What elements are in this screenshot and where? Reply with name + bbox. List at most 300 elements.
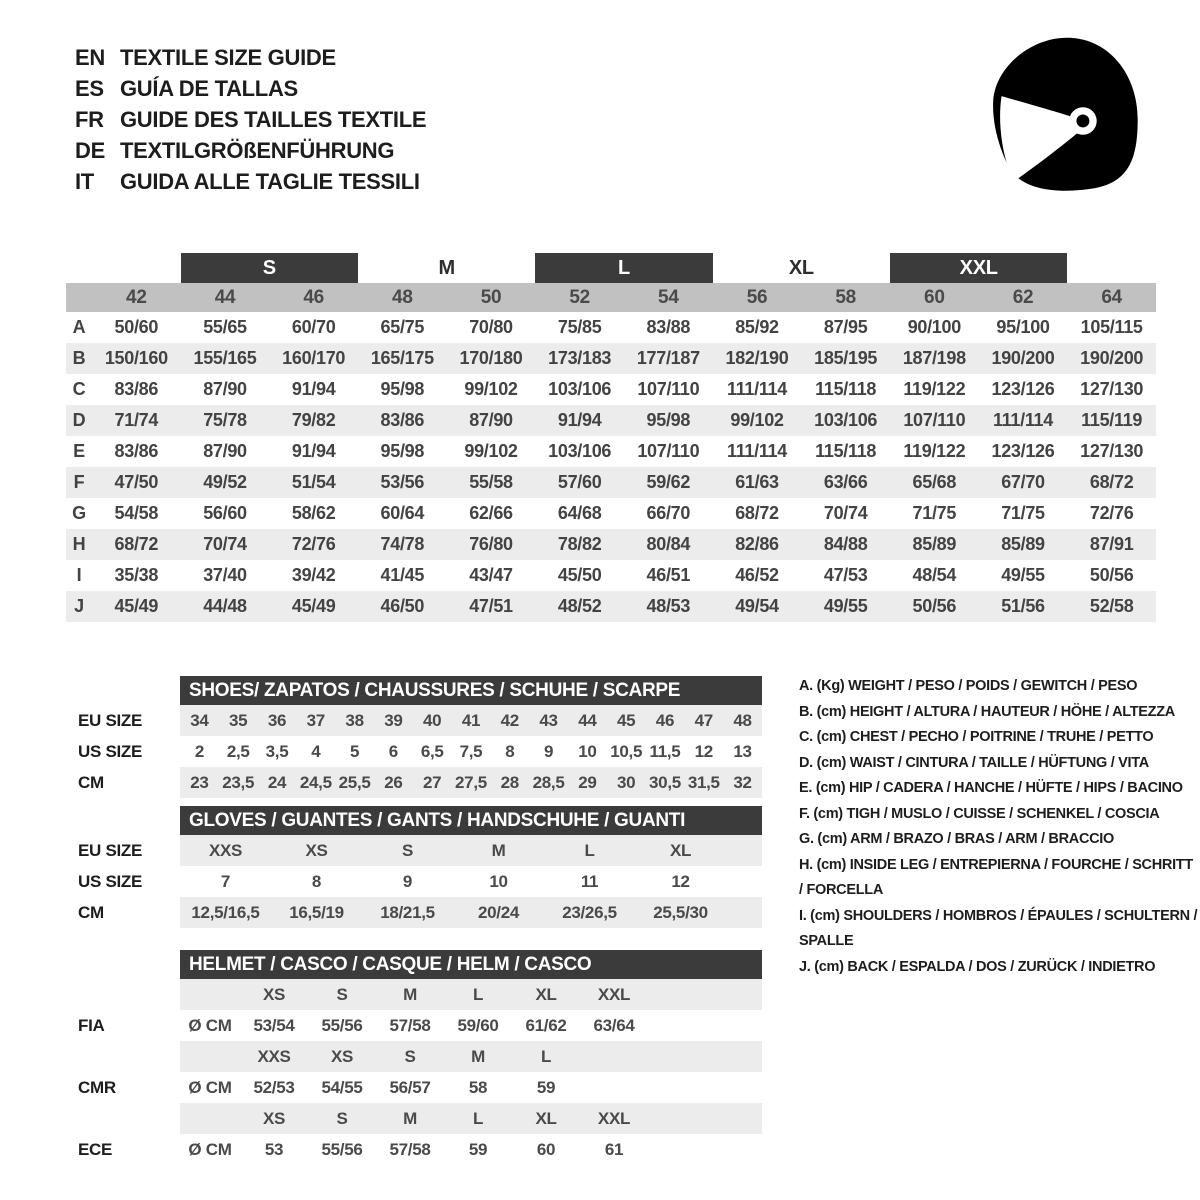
size-value: 177/187 — [636, 348, 700, 368]
size-value: 83/86 — [114, 379, 159, 399]
shoe-size-value: 12 — [694, 742, 713, 761]
size-value: 165/175 — [370, 348, 434, 368]
gloves-row-label: CM — [78, 902, 104, 922]
size-value: 182/190 — [725, 348, 789, 368]
row-letter: D — [72, 410, 86, 430]
size-value: 45/50 — [557, 565, 602, 585]
filler-cell — [648, 1041, 762, 1072]
glove-size-value: M — [453, 835, 544, 866]
size-value: 84/88 — [823, 534, 868, 554]
size-value: 63/66 — [823, 472, 868, 492]
shoe-size-value: 26 — [374, 767, 413, 798]
size-value: 59/62 — [646, 472, 691, 492]
size-value: 50/56 — [1089, 565, 1134, 585]
shoe-size-value: 25,5 — [335, 767, 374, 798]
shoe-size-value: 35 — [219, 705, 258, 736]
size-value: 127/130 — [1080, 441, 1144, 461]
shoe-size-value: 27,5 — [452, 767, 491, 798]
size-value: 74/78 — [380, 534, 425, 554]
size-value: 47/53 — [823, 565, 868, 585]
legend-entry: A. (Kg) WEIGHT / PESO / POIDS / GEWITCH / PESO — [799, 678, 1138, 694]
size-value: 48/52 — [557, 596, 602, 616]
helmet-size-label: XL — [512, 1103, 580, 1134]
helmet-size-label: S — [308, 979, 376, 1010]
size-value: 49/55 — [823, 596, 868, 616]
size-value: 150/160 — [104, 348, 168, 368]
size-value: 49/52 — [203, 472, 247, 492]
size-value: 70/74 — [203, 534, 247, 554]
shoe-size-value: 3,5 — [265, 742, 289, 761]
gloves-row — [66, 897, 762, 928]
gloves-row — [66, 866, 762, 897]
glove-size-value: 25,5/30 — [635, 897, 726, 928]
glove-size-value: XS — [271, 835, 362, 866]
helmet-size-value: 59 — [536, 1078, 556, 1097]
size-value: 87/90 — [469, 410, 513, 430]
size-value: 68/72 — [735, 503, 779, 523]
filler-cell — [648, 979, 762, 1010]
size-value: 67/70 — [1001, 472, 1045, 492]
size-value: 58/62 — [291, 503, 336, 523]
shoe-size-value: 29 — [568, 767, 607, 798]
size-group-m: M — [438, 256, 455, 279]
helmet-size-label — [580, 1041, 648, 1072]
helmet-size-value: 56/57 — [389, 1078, 431, 1097]
size-value: 91/94 — [557, 410, 602, 430]
helmet-size-label: XS — [308, 1041, 376, 1072]
size-value: 68/72 — [1089, 472, 1134, 492]
size-value: 45/49 — [114, 596, 159, 616]
helmet-size-label: XS — [240, 979, 308, 1010]
helmet-size-value: 58 — [468, 1078, 488, 1097]
shoe-size-value: 48 — [723, 705, 762, 736]
size-value: 45/49 — [291, 596, 336, 616]
legend-entry: G. (cm) ARM / BRAZO / BRAS / ARM / BRACCIO — [799, 831, 1114, 847]
size-value: 119/122 — [903, 379, 966, 399]
glove-size-value: 18/21,5 — [362, 897, 453, 928]
size-value: 72/76 — [1089, 503, 1134, 523]
size-number: 64 — [1101, 286, 1122, 308]
legend-entry: E. (cm) HIP / CADERA / HANCHE / HÜFTE / HIPS / BACINO — [799, 780, 1183, 796]
helmet-sizes-row — [66, 979, 762, 1010]
size-value: 48/54 — [912, 565, 957, 585]
shoe-size-value: 4 — [311, 742, 321, 761]
size-value: 51/56 — [1001, 596, 1045, 616]
row-letter: F — [73, 472, 85, 492]
helmet-size-label: XXL — [580, 979, 648, 1010]
size-value: 190/200 — [991, 348, 1055, 368]
glove-size-value: XL — [635, 835, 726, 866]
size-value: 65/68 — [912, 472, 957, 492]
size-value: 127/130 — [1080, 379, 1144, 399]
size-value: 103/106 — [548, 379, 612, 399]
size-value: 39/42 — [291, 565, 336, 585]
size-group-xxl: XXL — [890, 253, 1067, 283]
guide-title: GUIDE DES TAILLES TEXTILE — [120, 107, 427, 132]
language-row — [75, 42, 426, 73]
glove-size-value: 8 — [311, 872, 322, 891]
spacer-cell — [180, 1103, 240, 1134]
size-value: 46/52 — [735, 565, 779, 585]
shoe-size-value: 23,5 — [219, 767, 258, 798]
size-value: 46/51 — [646, 565, 691, 585]
language-code: EN — [75, 45, 105, 70]
helmet-size-value: 52/53 — [253, 1078, 295, 1097]
helmet-size-value: 55/56 — [321, 1016, 363, 1035]
helmet-values-row — [66, 1134, 762, 1165]
gloves-row — [66, 835, 762, 866]
size-value: 70/80 — [469, 317, 513, 337]
helmet-size-label: XS — [240, 1103, 308, 1134]
gloves-title-bar: GLOVES / GUANTES / GANTS / HANDSCHUHE / GUANTI — [180, 806, 762, 835]
glove-size-value: 23/26,5 — [544, 897, 635, 928]
size-value: 83/86 — [380, 410, 425, 430]
legend-entry: H. (cm) INSIDE LEG / ENTREPIERNA / FOURCHE / SCHRITT / FORCELLA — [799, 856, 1193, 898]
helmet-size-value: 53/54 — [253, 1016, 295, 1035]
size-value: 99/102 — [730, 410, 784, 430]
size-value: 46/50 — [380, 596, 425, 616]
helmet-size-label: L — [444, 1103, 512, 1134]
size-number: 46 — [303, 286, 324, 308]
gloves-row-label: EU SIZE — [78, 840, 143, 860]
measurement-row-j — [66, 591, 1156, 622]
shoe-size-value: 39 — [374, 705, 413, 736]
legend-entry: F. (cm) TIGH / MUSLO / CUISSE / SCHENKEL / COSCIA — [799, 805, 1160, 822]
size-number: 52 — [569, 286, 590, 308]
diameter-unit: Ø CM — [188, 1016, 232, 1035]
row-letter: A — [72, 317, 86, 337]
size-value: 71/75 — [912, 503, 957, 523]
size-number: 62 — [1012, 286, 1034, 308]
size-value: 82/86 — [735, 534, 779, 554]
guide-title: TEXTILE SIZE GUIDE — [120, 45, 336, 70]
filler-cell — [726, 897, 762, 928]
size-value: 54/58 — [114, 503, 159, 523]
shoe-size-value: 23 — [180, 767, 219, 798]
shoe-size-value: 24 — [258, 767, 297, 798]
size-value: 95/98 — [380, 379, 425, 399]
shoe-size-value: 6,5 — [420, 742, 444, 761]
shoe-size-value: 44 — [568, 705, 607, 736]
shoe-size-value: 38 — [335, 705, 374, 736]
shoe-size-value: 30,5 — [646, 767, 685, 798]
language-row — [75, 135, 426, 166]
shoes-row-label: EU SIZE — [78, 710, 143, 730]
size-value: 111/114 — [726, 379, 787, 399]
size-value: 60/70 — [291, 317, 336, 337]
size-value: 50/56 — [912, 596, 957, 616]
glove-size-value: XXS — [180, 835, 271, 866]
size-value: 87/95 — [823, 317, 868, 337]
legend-entry: D. (cm) WAIST / CINTURA / TAILLE / HÜFTUNG / VITA — [799, 754, 1149, 771]
helmet-size-label: L — [512, 1041, 580, 1072]
shoe-size-value: 9 — [543, 742, 554, 761]
size-value: 87/90 — [203, 379, 247, 399]
size-value: 107/110 — [637, 441, 700, 461]
shoes-size-table — [66, 676, 762, 798]
size-number: 58 — [835, 286, 856, 308]
helmet-size-label: S — [376, 1041, 444, 1072]
helmet-size-value: 63/64 — [593, 1016, 635, 1035]
shoe-size-value: 46 — [646, 705, 685, 736]
language-row — [75, 166, 426, 197]
size-value: 111/114 — [992, 410, 1053, 430]
measurement-legend — [799, 674, 1199, 980]
helmet-values-row — [66, 1010, 762, 1041]
textile-size-table — [66, 253, 1156, 622]
guide-title: GUIDA ALLE TAGLIE TESSILI — [120, 169, 420, 194]
glove-size-value: 20/24 — [453, 897, 544, 928]
size-value: 119/122 — [903, 441, 966, 461]
helmet-size-value: 54/55 — [321, 1078, 363, 1097]
size-value: 187/198 — [902, 348, 966, 368]
legend-entry: I. (cm) SHOULDERS / HOMBROS / ÉPAULES / SCHULTERN / SPALLE — [799, 907, 1198, 949]
glove-size-value: 7 — [220, 872, 231, 891]
size-value: 48/53 — [646, 596, 691, 616]
size-value: 87/90 — [203, 441, 247, 461]
diameter-unit: Ø CM — [188, 1140, 232, 1159]
size-value: 51/54 — [291, 472, 336, 492]
size-value: 85/89 — [1001, 534, 1045, 554]
shoe-size-value: 37 — [296, 705, 335, 736]
size-value: 160/170 — [282, 348, 346, 368]
shoe-size-value: 24,5 — [296, 767, 335, 798]
shoe-size-value: 11,5 — [649, 742, 681, 761]
row-letter: H — [72, 534, 86, 554]
size-value: 47/50 — [114, 472, 159, 492]
shoe-size-value: 31,5 — [684, 767, 723, 798]
measurement-row-e — [66, 436, 1156, 467]
size-value: 103/106 — [548, 441, 612, 461]
glove-size-value: 16,5/19 — [271, 897, 362, 928]
size-value: 49/55 — [1001, 565, 1045, 585]
helmet-size-value: 57/58 — [389, 1016, 431, 1035]
size-value: 65/75 — [380, 317, 425, 337]
helmet-size-value: 61 — [604, 1140, 624, 1159]
filler-cell — [648, 1103, 762, 1134]
shoe-size-value: 13 — [733, 742, 752, 761]
size-value: 95/98 — [380, 441, 425, 461]
language-title-list — [75, 42, 426, 197]
size-value: 99/102 — [464, 379, 518, 399]
shoe-size-value: 2,5 — [226, 742, 250, 761]
measurement-row-d — [66, 405, 1156, 436]
size-value: 57/60 — [557, 472, 602, 492]
language-row — [75, 104, 426, 135]
shoe-size-value: 27 — [413, 767, 452, 798]
size-value: 115/118 — [815, 379, 877, 399]
size-value: 52/58 — [1089, 596, 1134, 616]
shoe-size-value: 45 — [607, 705, 646, 736]
helmet-size-label: XXL — [580, 1103, 648, 1134]
legend-entry: J. (cm) BACK / ESPALDA / DOS / ZURÜCK / INDIETRO — [799, 958, 1156, 975]
filler-cell — [648, 1134, 762, 1165]
size-value: 87/91 — [1089, 534, 1134, 554]
size-value: 85/89 — [912, 534, 957, 554]
guide-title: TEXTILGRÖßENFÜHRUNG — [120, 138, 395, 163]
size-value: 72/76 — [291, 534, 336, 554]
shoes-row — [66, 705, 762, 736]
size-value: 173/183 — [548, 348, 612, 368]
gloves-row-label: US SIZE — [78, 871, 143, 891]
helmet-size-value: 55/56 — [321, 1140, 363, 1159]
size-value: 78/82 — [557, 534, 602, 554]
measurement-row-a — [66, 312, 1156, 343]
helmet-size-label: XL — [512, 979, 580, 1010]
size-value: 79/82 — [291, 410, 336, 430]
size-value: 111/114 — [726, 441, 787, 461]
helmet-sizes-row — [66, 1103, 762, 1134]
helmet-size-value: 59/60 — [457, 1016, 499, 1035]
language-row — [75, 73, 426, 104]
helmet-size-value: 53 — [264, 1140, 284, 1159]
helmet-size-value — [580, 1072, 648, 1103]
shoe-size-value: 8 — [505, 742, 515, 761]
size-value: 80/84 — [646, 534, 691, 554]
shoe-size-value: 40 — [413, 705, 452, 736]
shoe-size-value: 47 — [684, 705, 723, 736]
shoe-size-value: 7,5 — [459, 742, 483, 761]
language-code: FR — [75, 107, 104, 132]
measurement-row-f — [66, 467, 1156, 498]
size-value: 44/48 — [203, 596, 247, 616]
size-value: 49/54 — [735, 596, 779, 616]
shoe-size-value: 10 — [578, 742, 597, 761]
filler-cell — [726, 866, 762, 897]
size-value: 95/98 — [646, 410, 691, 430]
size-value: 83/86 — [114, 441, 159, 461]
size-value: 61/63 — [735, 472, 779, 492]
glove-size-value: S — [362, 835, 453, 866]
shoe-size-value: 28,5 — [529, 767, 568, 798]
size-value: 71/74 — [114, 410, 159, 430]
helmet-title-bar: HELMET / CASCO / CASQUE / HELM / CASCO — [180, 950, 762, 979]
size-number: 50 — [480, 286, 502, 308]
helmet-size-label: M — [444, 1041, 512, 1072]
glove-size-value: L — [544, 835, 635, 866]
size-value: 170/180 — [459, 348, 523, 368]
shoe-size-value: 32 — [723, 767, 762, 798]
helmet-size-value: 61/62 — [525, 1016, 567, 1035]
size-value: 105/115 — [1080, 317, 1143, 337]
size-value: 76/80 — [469, 534, 513, 554]
size-value: 43/47 — [469, 565, 513, 585]
shoe-size-value: 30 — [607, 767, 646, 798]
size-value: 50/60 — [114, 317, 159, 337]
row-letter: E — [73, 441, 85, 461]
size-value: 55/65 — [203, 317, 247, 337]
glove-size-value: 10 — [489, 872, 508, 891]
glove-size-value: 9 — [402, 872, 413, 891]
size-value: 68/72 — [114, 534, 159, 554]
shoe-size-value: 28 — [490, 767, 529, 798]
size-value: 107/110 — [637, 379, 700, 399]
size-value: 47/51 — [469, 596, 513, 616]
size-value: 185/195 — [814, 348, 878, 368]
size-value: 75/85 — [557, 317, 602, 337]
size-value: 85/92 — [735, 317, 779, 337]
size-value: 55/58 — [469, 472, 513, 492]
size-number: 44 — [214, 286, 236, 308]
size-value: 123/126 — [991, 441, 1055, 461]
size-value: 107/110 — [903, 410, 966, 430]
size-value: 60/64 — [380, 503, 425, 523]
measurement-row-h — [66, 529, 1156, 560]
size-number: 48 — [392, 286, 413, 308]
helmet-values-row — [66, 1072, 762, 1103]
row-letter: B — [72, 348, 86, 368]
size-value: 155/165 — [193, 348, 257, 368]
size-value: 95/100 — [996, 317, 1050, 337]
shoes-row — [66, 767, 762, 798]
diameter-unit: Ø CM — [188, 1078, 232, 1097]
shoe-size-value: 41 — [452, 705, 491, 736]
shoe-size-value: 43 — [529, 705, 568, 736]
glove-size-value: 12,5/16,5 — [180, 897, 271, 928]
size-number: 56 — [746, 286, 768, 308]
shoes-row-label: US SIZE — [78, 741, 143, 761]
helmet-size-value: 60 — [536, 1140, 556, 1159]
size-value: 115/119 — [1081, 410, 1143, 430]
shoes-title-bar: SHOES/ ZAPATOS / CHAUSSURES / SCHUHE / SCARPE — [180, 676, 762, 705]
size-value: 66/70 — [646, 503, 691, 523]
helmet-sizes-row — [66, 1041, 762, 1072]
size-value: 91/94 — [291, 441, 336, 461]
size-value: 37/40 — [203, 565, 247, 585]
standard-label-fia: FIA — [78, 1015, 105, 1035]
helmet-size-label: S — [308, 1103, 376, 1134]
size-value: 56/60 — [203, 503, 247, 523]
size-value: 99/102 — [464, 441, 518, 461]
language-code: IT — [75, 169, 94, 194]
shoe-size-value: 5 — [350, 742, 360, 761]
size-value: 90/100 — [907, 317, 961, 337]
size-number-row — [66, 283, 1156, 312]
row-letter: I — [76, 565, 82, 585]
gloves-size-table — [66, 806, 762, 928]
size-value: 83/88 — [646, 317, 691, 337]
filler-cell — [726, 835, 762, 866]
language-code: DE — [75, 138, 105, 163]
size-group-xl: XL — [788, 256, 814, 279]
shoe-size-value: 6 — [388, 742, 398, 761]
row-letter: C — [72, 379, 86, 399]
standard-label-cmr: CMR — [78, 1077, 116, 1097]
size-value: 70/74 — [823, 503, 868, 523]
helmet-size-label: M — [376, 1103, 444, 1134]
measurement-row-g — [66, 498, 1156, 529]
helmet-size-table — [66, 950, 762, 1165]
filler-cell — [648, 1010, 762, 1041]
size-number: 54 — [658, 286, 679, 308]
size-number: 60 — [924, 286, 945, 308]
glove-size-value: 12 — [671, 872, 690, 891]
spacer-cell — [180, 1041, 240, 1072]
shoe-size-value: 36 — [258, 705, 297, 736]
measurement-row-c — [66, 374, 1156, 405]
size-value: 91/94 — [291, 379, 336, 399]
standard-label-ece: ECE — [78, 1139, 113, 1159]
shoe-size-value: 10,5 — [610, 742, 643, 761]
shoe-size-value: 2 — [194, 742, 204, 761]
spacer-cell — [180, 979, 240, 1010]
size-value: 35/38 — [114, 565, 159, 585]
size-value: 64/68 — [557, 503, 602, 523]
size-value: 75/78 — [203, 410, 247, 430]
size-value: 71/75 — [1001, 503, 1045, 523]
size-value: 115/118 — [815, 441, 877, 461]
language-code: ES — [75, 76, 104, 101]
